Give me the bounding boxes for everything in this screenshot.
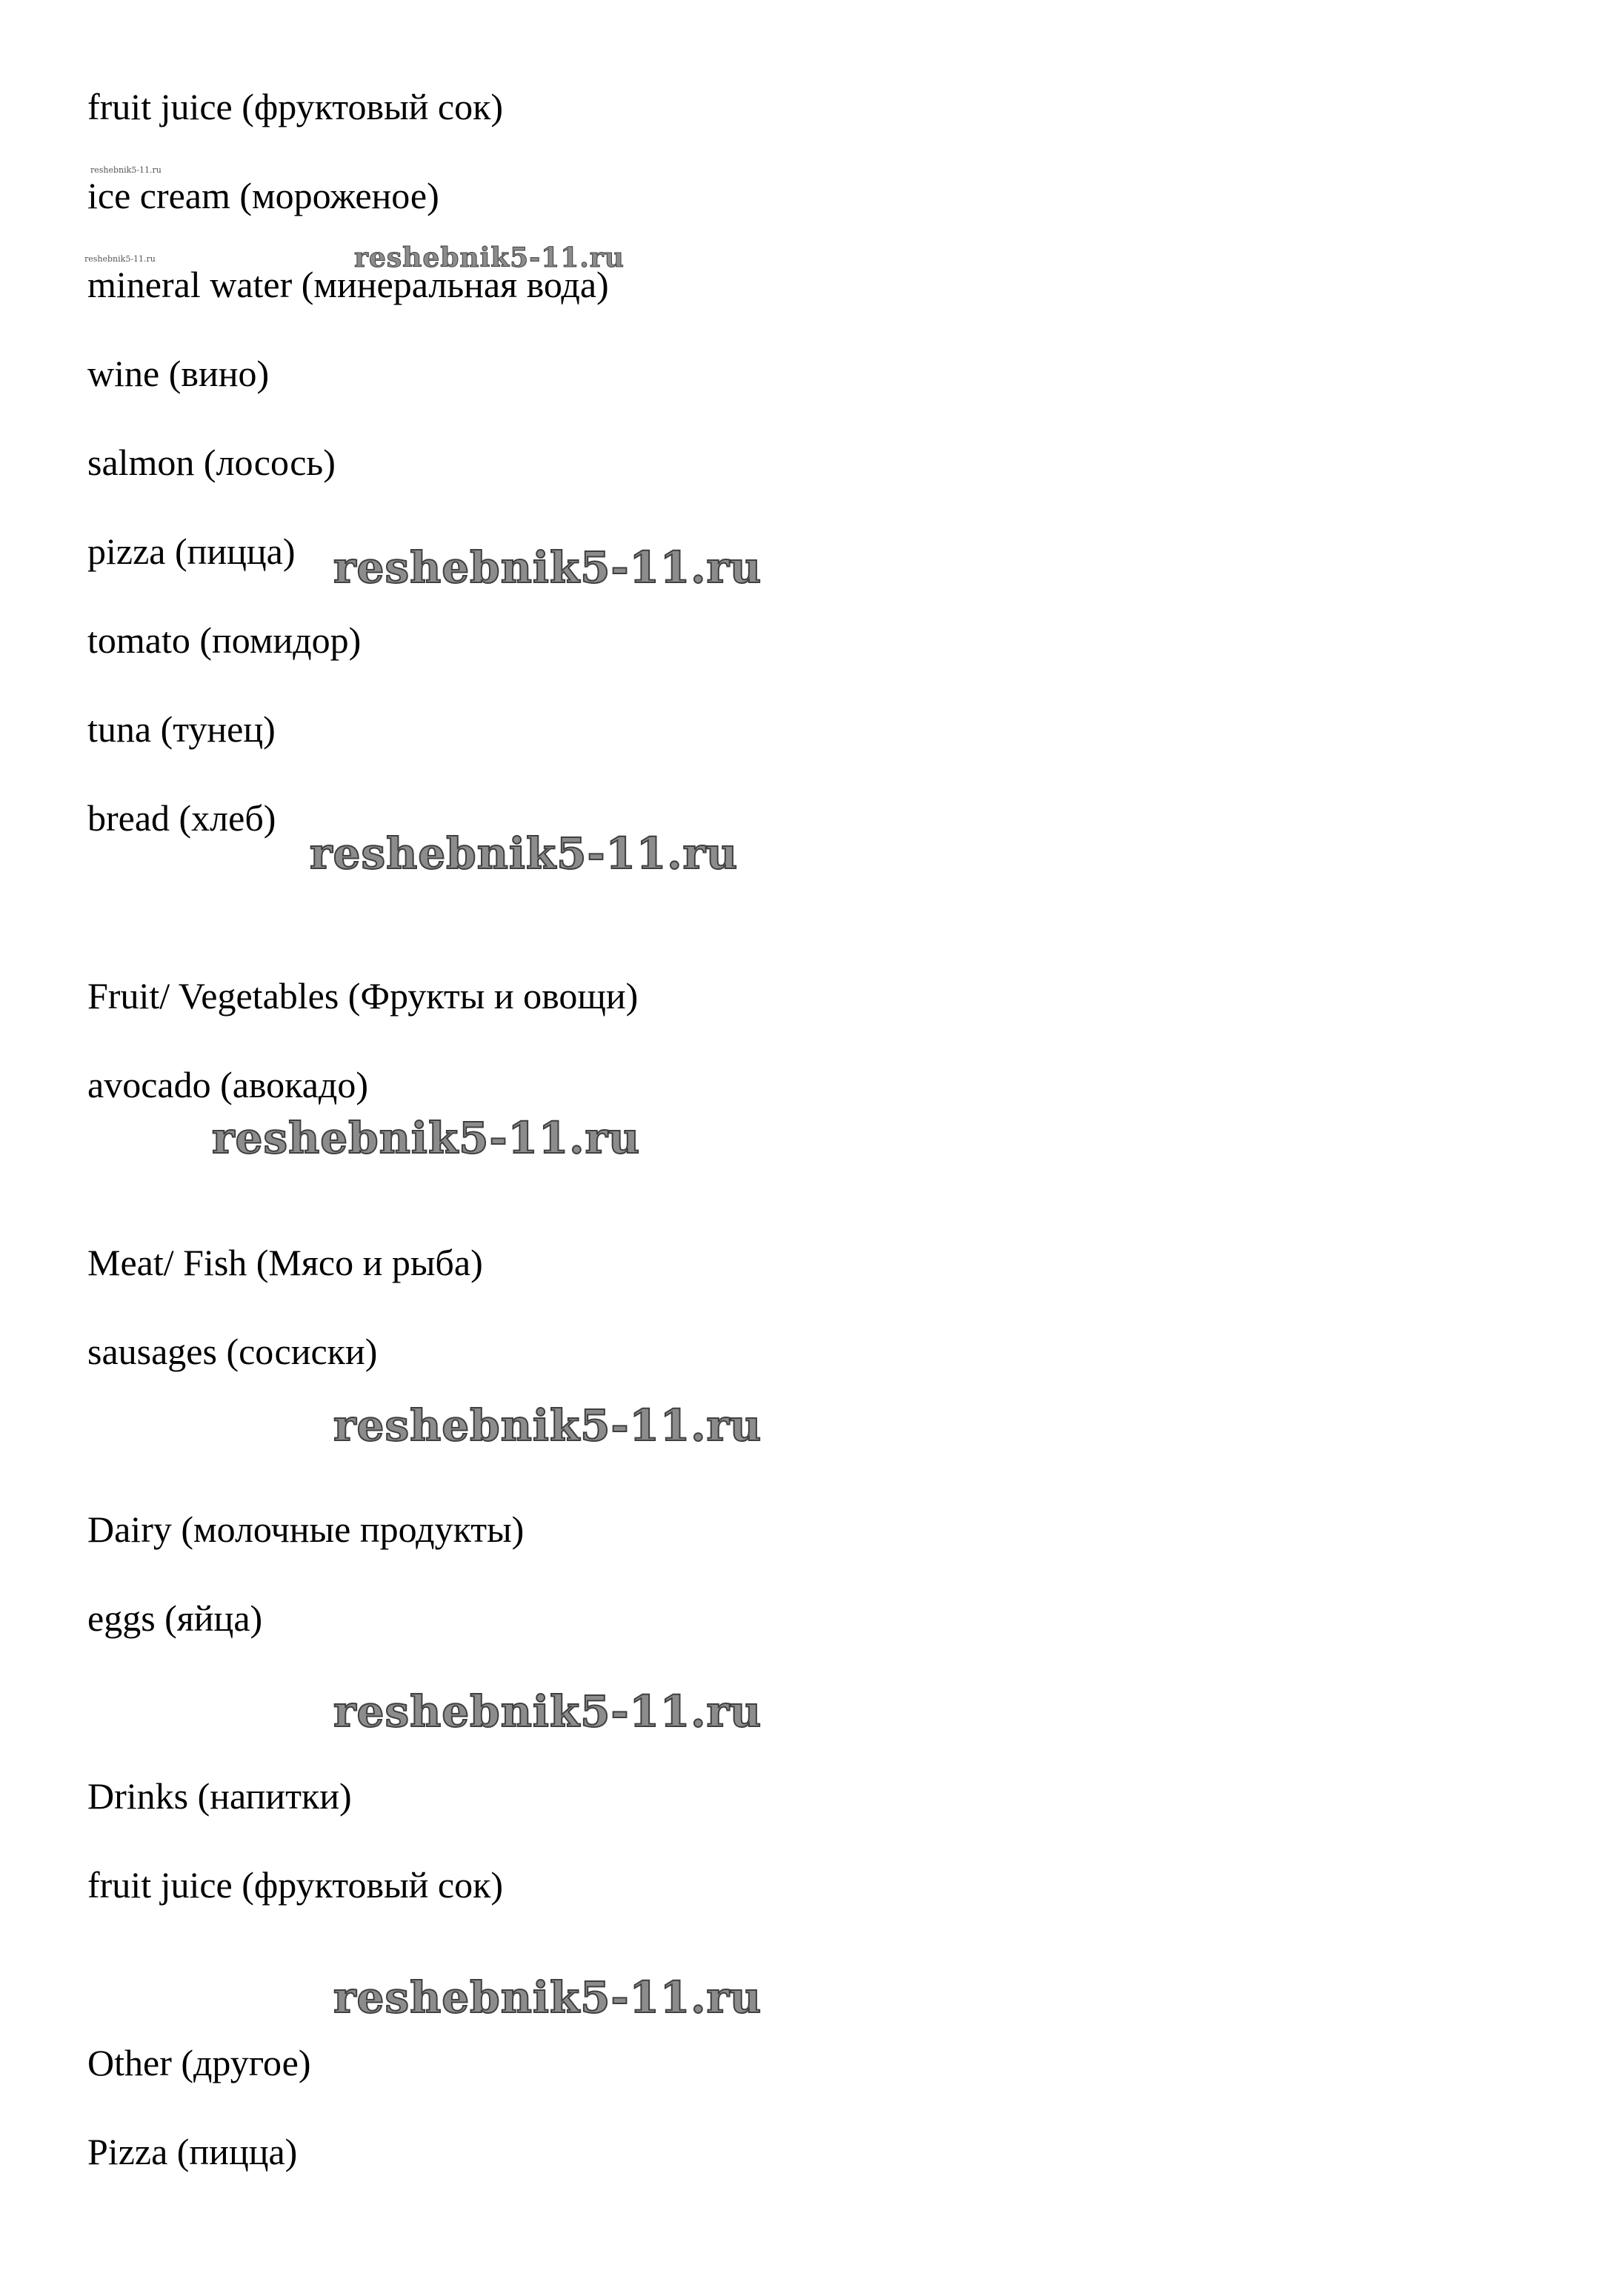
watermark: reshebnik5-11.ru [84, 254, 156, 264]
list-item: avocado (авокадо) [87, 1064, 369, 1105]
watermark: reshebnik5-11.ru [333, 1972, 762, 2023]
list-item: bread (хлеб) [87, 797, 276, 839]
watermark: reshebnik5-11.ru [333, 1686, 762, 1737]
watermark: reshebnik5-11.ru [310, 828, 739, 879]
list-item: tomato (помидор) [87, 619, 362, 661]
watermark: reshebnik5-11.ru [90, 165, 162, 175]
watermark: reshebnik5-11.ru [212, 1113, 641, 1163]
list-item: sausages (сосиски) [87, 1331, 378, 1372]
list-item: fruit juice (фруктовый сок) [87, 1864, 504, 1906]
list-item: Pizza (пицца) [87, 2131, 298, 2172]
section-heading-drinks: Drinks (напитки) [87, 1775, 352, 1817]
list-item: wine (вино) [87, 353, 270, 394]
section-heading-dairy: Dairy (молочные продукты) [87, 1508, 525, 1550]
list-item: ice cream (мороженое) [87, 175, 439, 216]
list-item: mineral water (минеральная вода) [87, 264, 609, 305]
list-item: fruit juice (фруктовый сок) [87, 86, 504, 127]
watermark: reshebnik5-11.ru [354, 242, 625, 273]
watermark: reshebnik5-11.ru [333, 542, 762, 593]
section-heading-other: Other (другое) [87, 2042, 311, 2083]
list-item: tuna (тунец) [87, 708, 276, 750]
list-item: pizza (пицца) [87, 530, 296, 572]
list-item: salmon (лосось) [87, 442, 336, 483]
list-item: eggs (яйца) [87, 1597, 263, 1639]
section-heading-fruit-vegetables: Fruit/ Vegetables (Фрукты и овощи) [87, 975, 639, 1017]
section-heading-meat-fish: Meat/ Fish (Мясо и рыба) [87, 1242, 483, 1283]
watermark: reshebnik5-11.ru [333, 1400, 762, 1451]
